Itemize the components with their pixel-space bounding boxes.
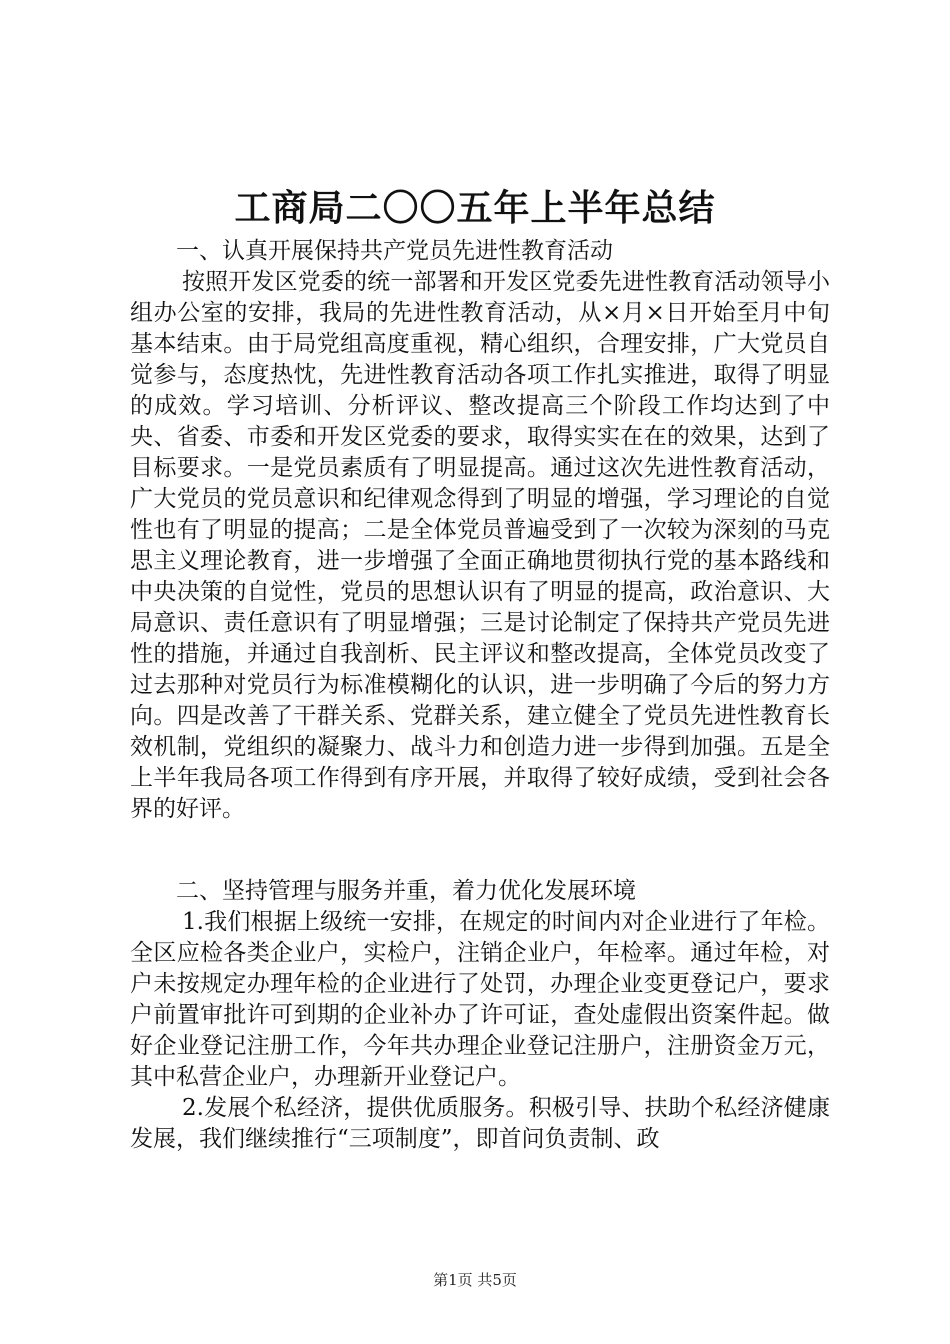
section-2-paragraph-2: 2.发展个私经济，提供优质服务。积极引导、扶助个私经济健康发展，我们继续推行“三项制度”，即首问负责制、政 bbox=[130, 1095, 830, 1152]
section-2-paragraph-1: 1.我们根据上级统一安排，在规定的时间内对企业进行了年检。全区应检各类企业户，实检户，注销企业户，年检率。通过年检，对户未按规定办理年检的企业进行了处罚，办理企业变更登记户，要求户前置审批许可到期的企业补办了许可证，查处虚假出资案件起。做好企业登记注册工作，今年共办理企业登记注册户，注册资金万元，其中私营企业户，办理新开业登记户。 bbox=[130, 909, 830, 1090]
section-1-heading: 一、认真开展保持共产党员先进性教育活动 bbox=[176, 238, 613, 264]
document-title: 工商局二〇〇五年上半年总结 bbox=[234, 187, 716, 229]
page-number-footer: 第1页 共5页 bbox=[433, 1271, 517, 1289]
section-2 bbox=[130, 876, 830, 1155]
section-2-heading: 二、坚持管理与服务并重，着力优化发展环境 bbox=[176, 878, 636, 904]
section-1 bbox=[130, 236, 830, 825]
section-1-paragraph: 按照开发区党委的统一部署和开发区党委先进性教育活动领导小组办公室的安排，我局的先进性教育活动，从×月×日开始至月中旬基本结束。由于局党组高度重视，精心组织，合理安排，广大党员自觉参与，态度热忱，先进性教育活动各项工作扎实推进，取得了明显的成效。学习培训、分析评议、整改提高三个阶段工作均达到了中央、省委、市委和开发区党委的要求，取得实实在在的效果，达到了目标要求。一是党员素质有了明显提高。通过这次先进性教育活动，广大党员的党员意识和纪律观念得到了明显的增强，学习理论的自觉性也有了明显的提高；二是全体党员普遍受到了一次较为深刻的马克思主义理论教育，进一步增强了全面正确地贯彻执行党的基本路线和中央决策的自觉性，党员的思想认识有了明显的提高，政治意识、大局意识、责任意识有了明显增强；三是讨论制定了保持共产党员先进性的措施，并通过自我剖析、民主评议和整改提高，全体党员改变了过去那种对党员行为标准模糊化的认识，进一步明确了今后的努力方向。四是改善了干群关系、党群关系，建立健全了党员先进性教育长效机制，党组织的凝聚力、战斗力和创造力进一步得到加强。五是全上半年我局各项工作得到有序开展，并取得了较好成绩，受到社会各界的好评。 bbox=[130, 269, 830, 822]
